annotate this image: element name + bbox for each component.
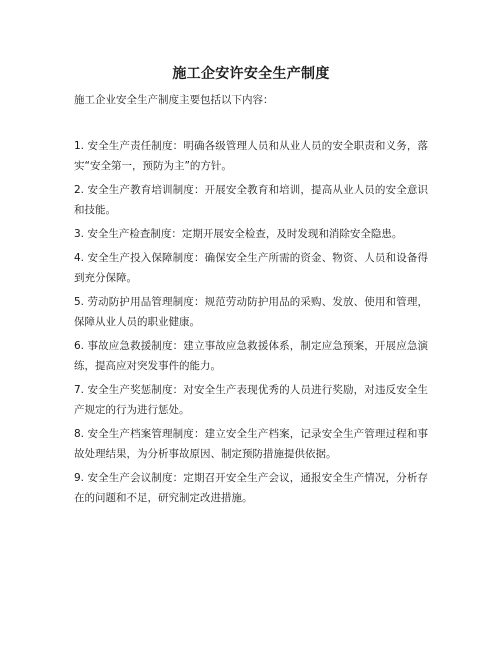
list-item: 3. 安全生产检查制度：定期开展安全检查，及时发现和消除安全隐患。 — [74, 228, 403, 240]
list-item: 6. 事故应急救援制度：建立事故应急救援体系，制定应急预案，开展应急演练，提高应对突发事件的能力。 — [74, 340, 428, 372]
list-item: 7. 安全生产奖惩制度：对安全生产表现优秀的人员进行奖励，对违反安全生产规定的行为进行惩处。 — [74, 384, 428, 416]
list-item: 8. 安全生产档案管理制度：建立安全生产档案，记录安全生产管理过程和事故处理结果，为分析事故原因、制定预防措施提供依据。 — [74, 428, 428, 460]
regulation-list — [74, 136, 428, 508]
document-intro: 施工企业安全生产制度主要包括以下内容： — [74, 94, 274, 106]
list-item: 5. 劳动防护用品管理制度：规范劳动防护用品的采购、发放、使用和管理，保障从业人员的职业健康。 — [74, 296, 428, 328]
list-item: 2. 安全生产教育培训制度：开展安全教育和培训，提高从业人员的安全意识和技能。 — [74, 184, 428, 216]
list-item: 4. 安全生产投入保障制度：确保安全生产所需的资金、物资、人员和设备得到充分保障。 — [74, 252, 428, 284]
list-item: 1. 安全生产责任制度：明确各级管理人员和从业人员的安全职责和义务，落实“安全第一，预防为主”的方针。 — [74, 140, 428, 172]
document-title: 施工企安许安全生产制度 — [172, 66, 330, 82]
list-item: 9. 安全生产会议制度：定期召开安全生产会议，通报安全生产情况，分析存在的问题和不足，研究制定改进措施。 — [74, 472, 428, 504]
